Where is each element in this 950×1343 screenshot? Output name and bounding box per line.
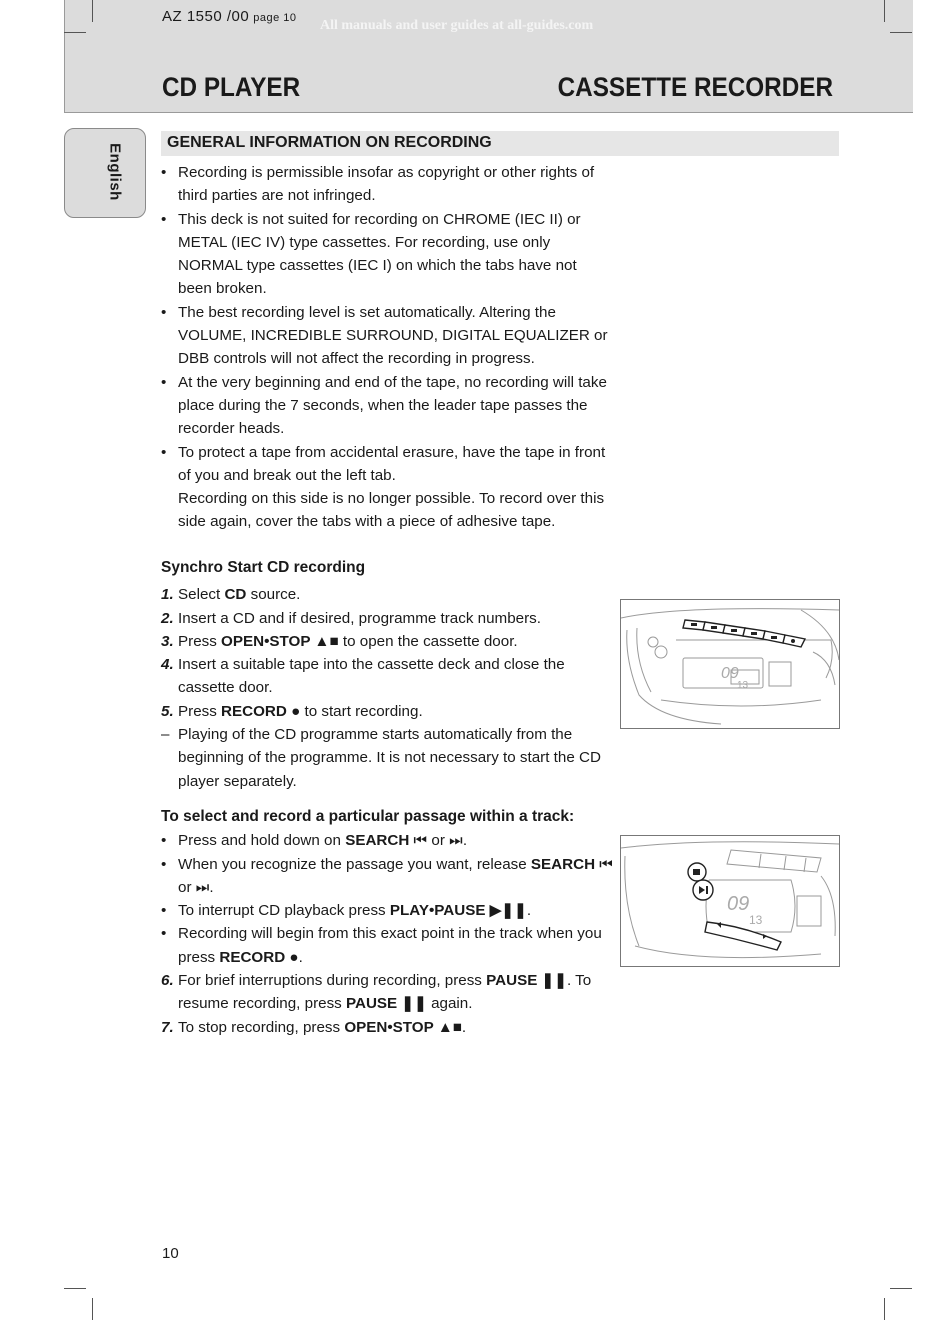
display-digits: 09	[721, 665, 739, 682]
language-label: English	[106, 143, 124, 201]
list-item: • This deck is not suited for recording on CHROME (IEC II) or METAL (IEC IV) type cassettes. For recording, use only NORMAL type cassettes (IEC I) on which the tabs have not been broken.	[161, 208, 613, 301]
list-item: • Press and hold down on SEARCH ⏮ or ⏭.	[161, 829, 613, 852]
watermark: All manuals and user guides at all-guides.com	[320, 18, 594, 33]
passage-section	[161, 805, 613, 1039]
step-2: 2. Insert a CD and if desired, programme track numbers.	[161, 609, 541, 627]
title-cassette-recorder: CASSETTE RECORDER	[557, 72, 833, 102]
cassette-deck-illustration	[620, 599, 840, 729]
crop-mark	[64, 32, 86, 33]
synchro-heading: Synchro Start CD recording	[161, 559, 366, 576]
page-label: page 10	[253, 12, 297, 24]
step-5: 5. Press RECORD ● to start recording.	[161, 702, 423, 720]
language-tab	[64, 128, 146, 218]
list-item: • To protect a tape from accidental erasure, have the tape in front of you and break out the left tab.	[161, 441, 613, 488]
display-track: 13	[737, 680, 749, 691]
passage-heading: To select and record a particular passage within a track:	[161, 808, 575, 825]
step-3: 3. Press OPEN•STOP ▲■ to open the cassette door.	[161, 632, 518, 650]
step-7: 7. To stop recording, press OPEN•STOP ▲■.	[161, 1018, 467, 1036]
page-number: 10	[162, 1245, 179, 1262]
title-cd-player: CD PLAYER	[162, 72, 301, 102]
step-1: 1. Select CD source.	[161, 586, 301, 604]
display-track: 13	[749, 913, 763, 927]
list-item: • Recording is permissible insofar as copyright or other rights of third parties are not infringed.	[161, 161, 613, 208]
deck-drawing	[621, 600, 839, 728]
model-number: AZ 1550 /00 page 10	[162, 8, 297, 25]
general-info-list	[161, 161, 613, 534]
crop-mark	[890, 1288, 912, 1289]
synchro-section	[161, 556, 613, 793]
step-5-note: – Playing of the CD programme starts automatically from the beginning of the programme. It is not necessary to start the CD player separately.	[161, 723, 613, 793]
list-item: • To interrupt CD playback press PLAY•PAUSE ▶❚❚.	[161, 899, 613, 922]
crop-mark	[890, 32, 912, 33]
cd-controls-drawing	[621, 836, 839, 966]
crop-mark	[884, 1298, 885, 1320]
cd-player-illustration	[620, 835, 840, 967]
crop-mark	[64, 1288, 86, 1289]
crop-mark	[92, 1298, 93, 1320]
step-4: 4. Insert a suitable tape into the cassette deck and close the cassette door.	[161, 656, 565, 697]
list-item-continuation: Recording on this side is no longer possible. To record over this side again, cover the tabs with a piece of adhesive tape.	[178, 490, 605, 531]
display-digits: 09	[727, 893, 750, 915]
crop-mark	[884, 0, 885, 22]
step-6: 6. For brief interruptions during recording, press PAUSE ❚❚. To resume recording, press PAUSE ❚❚ again.	[161, 972, 592, 1013]
section-heading: GENERAL INFORMATION ON RECORDING	[167, 134, 492, 151]
list-item: • The best recording level is set automatically. Altering the VOLUME, INCREDIBLE SURROUND, DIGITAL EQUALIZER or DBB controls will not affect the recording in progress.	[161, 301, 613, 371]
list-item: • Recording will begin from this exact point in the track when you press RECORD ●.	[161, 922, 613, 969]
list-item: • At the very beginning and end of the tape, no recording will take place during the 7 seconds, when the leader tape passes the recorder heads.	[161, 371, 613, 441]
list-item: • When you recognize the passage you want, release SEARCH ⏮ or ⏭.	[161, 853, 613, 900]
crop-mark	[92, 0, 93, 22]
